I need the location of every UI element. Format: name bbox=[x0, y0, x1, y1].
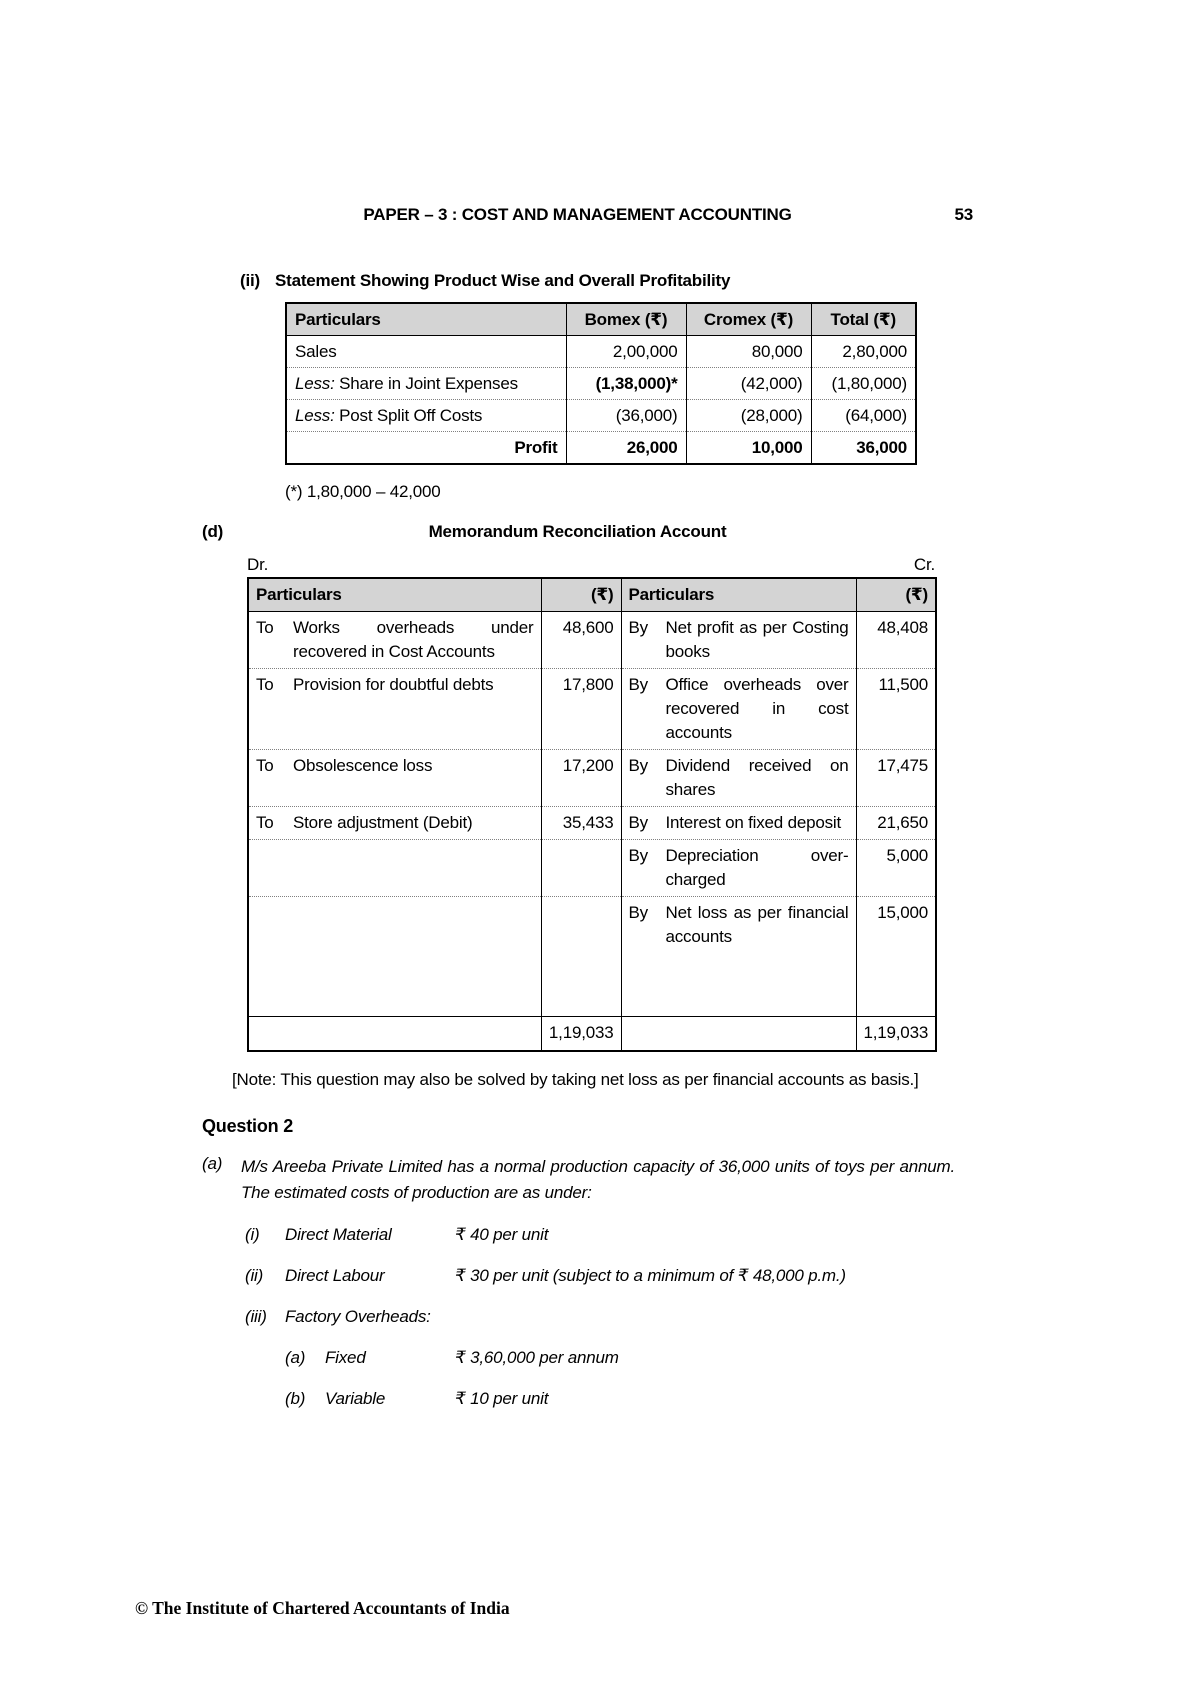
column-header-cromex: Cromex (₹) bbox=[686, 303, 811, 336]
question2-title: Question 2 bbox=[202, 1115, 294, 1136]
question2-intro-text: M/s Areeba Private Limited has a normal production capacity of 36,000 units of toys per annum. The estimated costs of production are as under: bbox=[241, 1156, 955, 1202]
cell-text: Depreciation over-charged bbox=[665, 846, 849, 889]
cell-cr-particulars bbox=[621, 750, 856, 807]
to-label: To bbox=[256, 618, 274, 637]
table-row bbox=[248, 897, 936, 1017]
cell-bomex: 2,00,000 bbox=[566, 336, 686, 368]
list-item bbox=[245, 1223, 955, 1247]
item-label: (iii) bbox=[245, 1306, 267, 1326]
cell-text: Share in Joint Expenses bbox=[334, 374, 518, 393]
cell-cr-amount: 48,408 bbox=[856, 612, 936, 669]
column-header-amount-cr: (₹) bbox=[856, 578, 936, 612]
cell-cromex: 80,000 bbox=[686, 336, 811, 368]
by-label: By bbox=[628, 903, 648, 922]
cell-cr-particulars bbox=[621, 669, 856, 750]
column-header-bomex: Bomex (₹) bbox=[566, 303, 686, 336]
cell-particulars bbox=[286, 368, 566, 400]
cell-text: Dividend received on shares bbox=[665, 756, 849, 799]
item-name: Direct Labour bbox=[285, 1265, 385, 1285]
item-name: Fixed bbox=[325, 1347, 366, 1367]
item-label: (b) bbox=[285, 1388, 306, 1408]
cr-label: Cr. bbox=[913, 555, 935, 574]
table-row bbox=[286, 336, 916, 368]
cell-dr-particulars bbox=[248, 840, 541, 897]
item-name: Factory Overheads: bbox=[285, 1306, 431, 1326]
profitability-table bbox=[285, 302, 917, 465]
question2-items bbox=[245, 1223, 955, 1411]
cell-total: 36,000 bbox=[811, 432, 916, 465]
cell-cr-amount: 11,500 bbox=[856, 669, 936, 750]
to-label: To bbox=[256, 756, 274, 775]
table-row bbox=[248, 750, 936, 807]
list-item bbox=[285, 1346, 955, 1370]
cell-dr-particulars bbox=[248, 897, 541, 1017]
reconciliation-heading bbox=[200, 522, 955, 542]
item-name: Variable bbox=[325, 1388, 386, 1408]
solution-note: [Note: This question may also be solved by taking net loss as per financial accounts as basis.] bbox=[232, 1069, 919, 1089]
by-label: By bbox=[628, 846, 648, 865]
cell-cr-particulars bbox=[621, 612, 856, 669]
cell-cromex: (42,000) bbox=[686, 368, 811, 400]
by-label: By bbox=[628, 756, 648, 775]
column-header-total: Total (₹) bbox=[811, 303, 916, 336]
cell-dr-particulars bbox=[248, 612, 541, 669]
cell-cr-amount: 17,475 bbox=[856, 750, 936, 807]
question2-subitems bbox=[285, 1346, 955, 1411]
table-header-row bbox=[286, 303, 916, 336]
table-row bbox=[248, 840, 936, 897]
by-label: By bbox=[628, 813, 648, 832]
cell-text: Provision for doubtful debts bbox=[293, 675, 494, 694]
profitability-label: (ii) bbox=[240, 271, 260, 290]
copyright-footer: © The Institute of Chartered Accountants of India bbox=[135, 1598, 510, 1618]
reconciliation-table bbox=[247, 577, 937, 1052]
cell-total: 2,80,000 bbox=[811, 336, 916, 368]
item-label: (ii) bbox=[245, 1265, 264, 1285]
list-item bbox=[245, 1305, 955, 1329]
total-cr-amount: 1,19,033 bbox=[856, 1017, 936, 1051]
dr-cr-row bbox=[247, 555, 935, 575]
item-name: Direct Material bbox=[285, 1224, 392, 1244]
cell-text: Interest on fixed deposit bbox=[665, 813, 842, 832]
cell-dr-amount: 17,200 bbox=[541, 750, 621, 807]
column-header-particulars-cr: Particulars bbox=[621, 578, 856, 612]
table-row bbox=[248, 807, 936, 840]
cell-text: Post Split Off Costs bbox=[334, 406, 483, 425]
cell-text: Net loss as per financial accounts bbox=[665, 903, 849, 946]
totals-row bbox=[248, 1017, 936, 1051]
reconciliation-title: Memorandum Reconciliation Account bbox=[428, 522, 727, 541]
dr-label: Dr. bbox=[247, 555, 269, 574]
cell-cromex: 10,000 bbox=[686, 432, 811, 465]
profitability-heading bbox=[240, 271, 955, 291]
table-header-row bbox=[248, 578, 936, 612]
cell-cr-amount: 15,000 bbox=[856, 897, 936, 1017]
part-a-label: (a) bbox=[202, 1153, 223, 1173]
table-row bbox=[248, 612, 936, 669]
cell-bomex: (1,38,000)* bbox=[566, 368, 686, 400]
cell-particulars bbox=[286, 400, 566, 432]
item-value: ₹ 10 per unit bbox=[455, 1388, 549, 1408]
cell-cr-particulars bbox=[621, 1017, 856, 1051]
item-value bbox=[455, 1305, 955, 1329]
list-item bbox=[245, 1264, 955, 1288]
cell-dr-particulars bbox=[248, 1017, 541, 1051]
cell-dr-amount: 35,433 bbox=[541, 807, 621, 840]
question2-intro bbox=[202, 1154, 955, 1206]
table-row bbox=[286, 368, 916, 400]
less-label: Less: bbox=[295, 406, 335, 425]
cell-cr-amount: 21,650 bbox=[856, 807, 936, 840]
profitability-title: Statement Showing Product Wise and Overall Profitability bbox=[274, 271, 731, 290]
list-item bbox=[285, 1387, 955, 1411]
column-header-amount-dr: (₹) bbox=[541, 578, 621, 612]
less-label: Less: bbox=[295, 374, 335, 393]
column-header-particulars: Particulars bbox=[286, 303, 566, 336]
table-row bbox=[286, 432, 916, 465]
table-row bbox=[286, 400, 916, 432]
to-label: To bbox=[256, 675, 274, 694]
page-number: 53 bbox=[954, 205, 973, 224]
cell-bomex: (36,000) bbox=[566, 400, 686, 432]
cell-text: Works overheads under recovered in Cost Accounts bbox=[293, 618, 534, 661]
cell-total: (1,80,000) bbox=[811, 368, 916, 400]
page-title: PAPER – 3 : COST AND MANAGEMENT ACCOUNTING bbox=[363, 205, 792, 224]
cell-dr-amount bbox=[541, 897, 621, 1017]
by-label: By bbox=[628, 675, 648, 694]
cell-cromex: (28,000) bbox=[686, 400, 811, 432]
cell-cr-amount: 5,000 bbox=[856, 840, 936, 897]
reconciliation-label: (d) bbox=[202, 522, 224, 541]
cell-dr-particulars bbox=[248, 750, 541, 807]
cell-cr-particulars bbox=[621, 840, 856, 897]
cell-bomex: 26,000 bbox=[566, 432, 686, 465]
cell-dr-particulars bbox=[248, 669, 541, 750]
item-value: ₹ 40 per unit bbox=[455, 1224, 549, 1244]
cell-dr-amount: 17,800 bbox=[541, 669, 621, 750]
item-label: (a) bbox=[285, 1347, 306, 1367]
by-label: By bbox=[628, 618, 648, 637]
item-value: ₹ 3,60,000 per annum bbox=[455, 1347, 619, 1367]
cell-cr-particulars bbox=[621, 807, 856, 840]
item-label: (i) bbox=[245, 1224, 260, 1244]
table-row bbox=[248, 669, 936, 750]
total-dr-amount: 1,19,033 bbox=[541, 1017, 621, 1051]
cell-dr-amount bbox=[541, 840, 621, 897]
doc-header bbox=[200, 205, 973, 225]
cell-text: Obsolescence loss bbox=[293, 756, 433, 775]
cell-text: Store adjustment (Debit) bbox=[293, 813, 473, 832]
cell-total: (64,000) bbox=[811, 400, 916, 432]
cell-text: Office overheads over recovered in cost accounts bbox=[665, 675, 849, 742]
cell-text: Net profit as per Costing books bbox=[665, 618, 849, 661]
cell-particulars: Profit bbox=[286, 432, 566, 465]
cell-cr-particulars bbox=[621, 897, 856, 1017]
cell-dr-particulars bbox=[248, 807, 541, 840]
item-value: ₹ 30 per unit (subject to a minimum of ₹ 48,000 p.m.) bbox=[455, 1265, 846, 1285]
to-label: To bbox=[256, 813, 274, 832]
table-footnote: (*) 1,80,000 – 42,000 bbox=[285, 482, 441, 501]
column-header-particulars-dr: Particulars bbox=[248, 578, 541, 612]
cell-dr-amount: 48,600 bbox=[541, 612, 621, 669]
cell-particulars: Sales bbox=[295, 342, 337, 361]
